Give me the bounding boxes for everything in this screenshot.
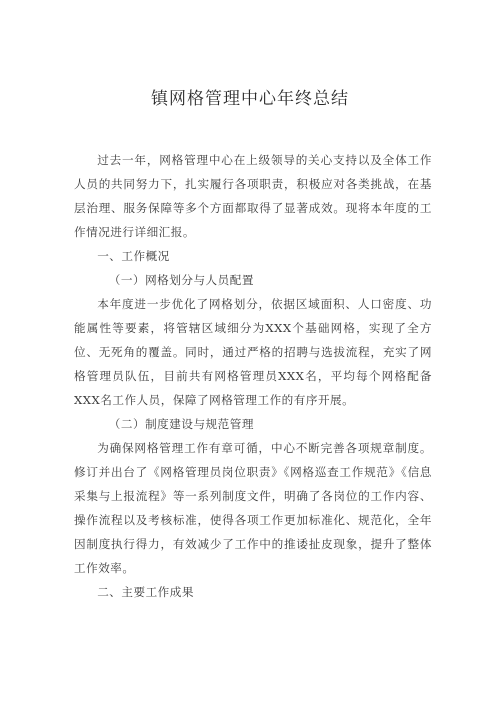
subsection-heading-rules: （二）制度建设与规范管理: [108, 417, 254, 431]
section-heading-results: 二、主要工作成果: [97, 585, 194, 599]
subsection-heading-grid: （一）网格划分与人员配置: [108, 273, 254, 287]
document-title: 镇网格管理中心年终总结: [151, 89, 349, 109]
grid-paragraph: 本年度进一步优化了网格划分，依据区域面积、人口密度、功能属性等要素，将管辖区域细分为XXX个基础网格，实现了全方位、无死角的覆盖。同时，通过严格的招聘与选拔流程，充实了网格管理员队伍，目前共有网格管理员XXX名，平均每个网格配备XXX名工作人员，保障了网格管理工作的有序开展。: [74, 297, 432, 407]
section-heading-overview: 一、工作概况: [97, 249, 170, 263]
document-body: [74, 148, 432, 604]
intro-paragraph: 过去一年，网格管理中心在上级领导的关心支持以及全体工作人员的共同努力下，扎实履行各项职责，积极应对各类挑战，在基层治理、服务保障等多个方面都取得了显著成效。现将本年度的工作情况进行详细汇报。: [74, 153, 432, 239]
rules-paragraph: 为确保网格管理工作有章可循，中心不断完善各项规章制度。修订并出台了《网格管理员岗位职责》《网格巡查工作规范》《信息采集与上报流程》等一系列制度文件，明确了各岗位的工作内容、操作流程以及考核标准，使得各项工作更加标准化、规范化，全年因制度执行得力，有效减少了工作中的推诿扯皮现象，提升了整体工作效率。: [74, 441, 432, 575]
